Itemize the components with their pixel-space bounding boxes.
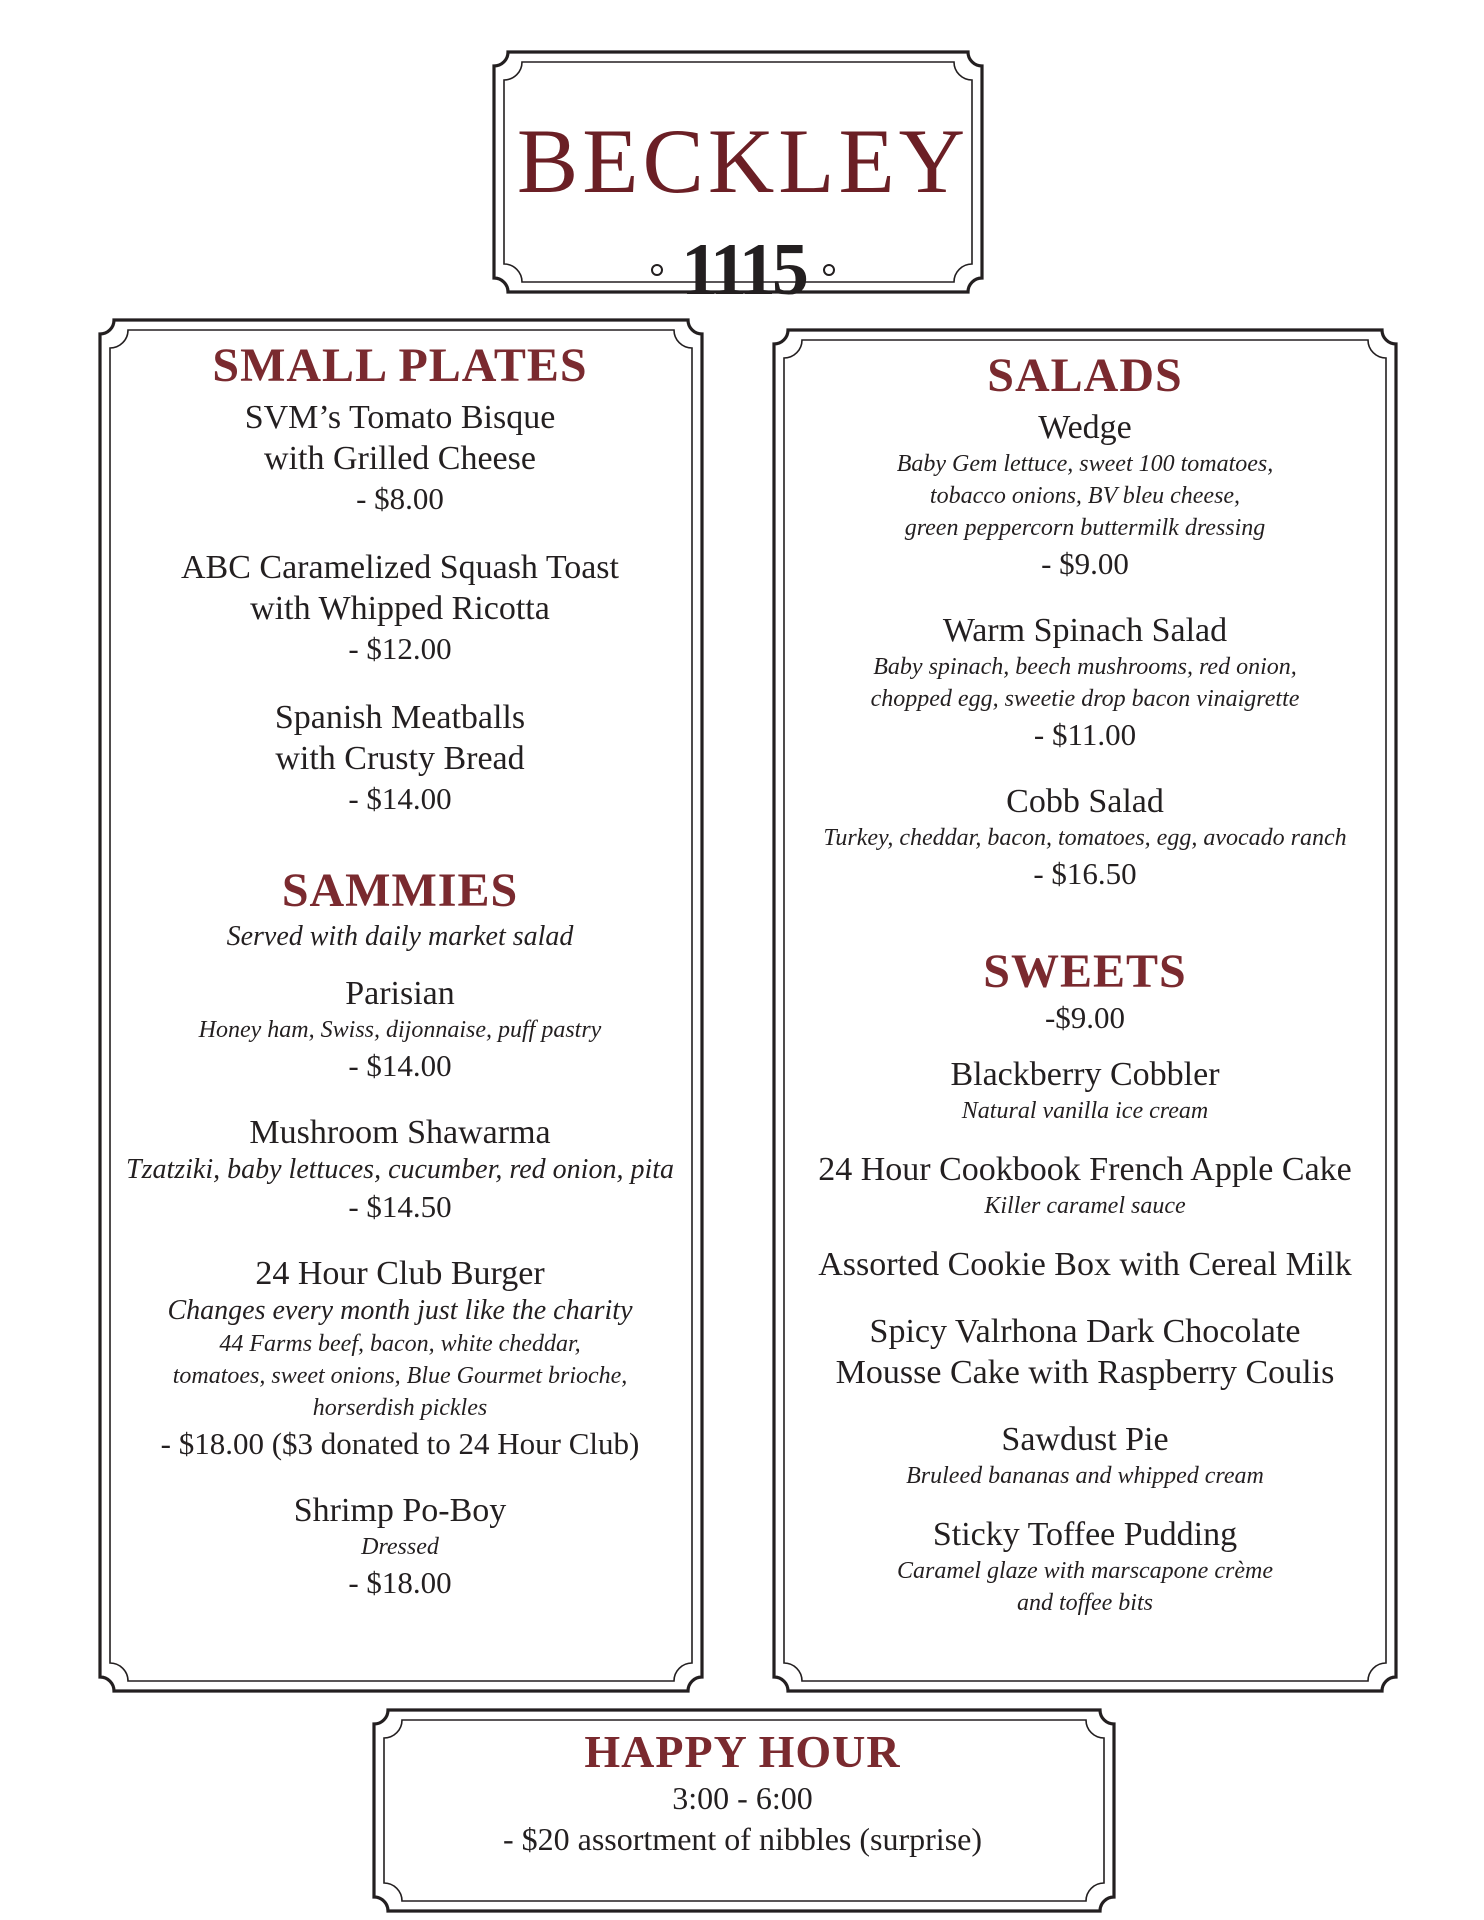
item-name: Sawdust Pie xyxy=(1001,1420,1169,1458)
item-price: - $18.00 xyxy=(348,1565,452,1601)
section-subtitle: Served with daily market salad xyxy=(226,920,574,952)
section-title-small-plates: SMALL PLATES xyxy=(212,339,588,392)
section-price: -$9.00 xyxy=(1044,999,1126,1035)
menu-item xyxy=(785,781,1385,894)
item-name: Cobb Salad xyxy=(1006,782,1164,820)
item-description: Turkey, cheddar, bacon, tomatoes, egg, avocado ranch xyxy=(823,824,1347,851)
item-description: Tzatziki, baby lettuces, cucumber, red onion, pita xyxy=(126,1154,674,1186)
section-title-salads: SALADS xyxy=(987,349,1183,402)
menu-item xyxy=(100,1490,700,1603)
happy-hour-panel xyxy=(380,1727,1105,1860)
item-name-line2: with Grilled Cheese xyxy=(264,439,536,477)
item-price: - $9.00 xyxy=(1041,545,1129,581)
item-description: Killer caramel sauce xyxy=(984,1192,1186,1219)
section-title-sammies: SAMMIES xyxy=(281,863,519,917)
right-panel xyxy=(785,350,1385,1619)
menu-item xyxy=(785,1054,1385,1127)
item-price: - $18.00 ($3 donated to 24 Hour Club) xyxy=(160,1426,640,1462)
item-name-line2: Mousse Cake with Raspberry Coulis xyxy=(835,1353,1335,1391)
happy-hour-offer: - $20 assortment of nibbles (surprise) xyxy=(502,1820,982,1857)
item-name: Spanish Meatballs xyxy=(274,698,526,736)
item-name: 24 Hour Cookbook French Apple Cake xyxy=(818,1150,1352,1188)
brand-number-row xyxy=(486,229,1000,311)
left-panel xyxy=(100,340,700,1603)
item-name: Blackberry Cobbler xyxy=(950,1055,1220,1093)
dot-ornament-icon xyxy=(823,264,835,276)
brand-name: BECKLEY xyxy=(516,110,970,212)
item-name-line2: with Whipped Ricotta xyxy=(250,589,550,627)
section-title-sweets: SWEETS xyxy=(983,944,1187,998)
menu-item xyxy=(785,610,1385,755)
item-description-line2: 44 Farms beef, bacon, white cheddar, xyxy=(219,1331,581,1358)
brand-header xyxy=(486,55,1000,315)
item-description: Changes every month just like the charity xyxy=(167,1295,633,1327)
item-name: Mushroom Shawarma xyxy=(249,1114,551,1152)
item-price: - $8.00 xyxy=(356,480,444,516)
item-description: Honey ham, Swiss, dijonnaise, puff pastry xyxy=(198,1017,602,1044)
menu-item xyxy=(100,973,700,1086)
item-description: Bruleed bananas and whipped cream xyxy=(906,1462,1264,1489)
item-name: Sticky Toffee Pudding xyxy=(932,1515,1238,1553)
item-description-line2: and toffee bits xyxy=(1017,1589,1153,1616)
menu-item xyxy=(100,547,700,669)
menu-item xyxy=(785,407,1385,584)
item-description: Natural vanilla ice cream xyxy=(961,1097,1209,1124)
menu-item xyxy=(785,1311,1385,1393)
item-name: Spicy Valrhona Dark Chocolate xyxy=(869,1312,1301,1350)
dot-ornament-icon xyxy=(651,264,663,276)
item-description: Caramel glaze with marscapone crème xyxy=(897,1557,1273,1584)
item-price: - $12.00 xyxy=(348,630,452,666)
item-price: - $14.00 xyxy=(348,1048,452,1084)
item-price: - $14.00 xyxy=(348,780,452,816)
item-name: SVM’s Tomato Bisque xyxy=(244,398,556,436)
item-name: ABC Caramelized Squash Toast xyxy=(181,548,619,586)
item-description-line2: chopped egg, sweetie drop bacon vinaigrette xyxy=(870,685,1300,712)
menu-item xyxy=(100,1253,700,1464)
item-name: Shrimp Po-Boy xyxy=(293,1492,507,1530)
item-description: Dressed xyxy=(361,1534,439,1561)
item-name: Wedge xyxy=(1038,408,1132,446)
brand-number: 1115 xyxy=(681,229,805,311)
item-description-line3: tomatoes, sweet onions, Blue Gourmet brioche, xyxy=(172,1363,628,1390)
happy-hour-time: 3:00 - 6:00 xyxy=(672,1779,813,1816)
section-title-happy-hour: HAPPY HOUR xyxy=(584,1726,901,1777)
menu-item xyxy=(785,1514,1385,1619)
item-name: Assorted Cookie Box with Cereal Milk xyxy=(818,1245,1352,1283)
item-name-line2: with Crusty Bread xyxy=(275,739,525,777)
item-price: - $11.00 xyxy=(1033,716,1137,752)
menu-item xyxy=(785,1419,1385,1492)
menu-item xyxy=(100,397,700,519)
menu-item xyxy=(785,1149,1385,1222)
menu-item xyxy=(785,1244,1385,1285)
item-description-line4: horserdish pickles xyxy=(312,1395,488,1422)
item-description: Baby Gem lettuce, sweet 100 tomatoes, xyxy=(896,450,1274,477)
item-description: Baby spinach, beech mushrooms, red onion, xyxy=(873,653,1297,680)
item-price: - $14.50 xyxy=(348,1189,452,1225)
item-description-line2: tobacco onions, BV bleu cheese, xyxy=(929,482,1241,509)
item-name: Parisian xyxy=(345,975,455,1013)
menu-item xyxy=(100,1112,700,1227)
menu-item xyxy=(100,697,700,819)
item-description-line3: green peppercorn buttermilk dressing xyxy=(904,514,1266,541)
item-price: - $16.50 xyxy=(1033,855,1137,891)
item-name: 24 Hour Club Burger xyxy=(255,1255,545,1293)
item-name: Warm Spinach Salad xyxy=(942,611,1228,649)
